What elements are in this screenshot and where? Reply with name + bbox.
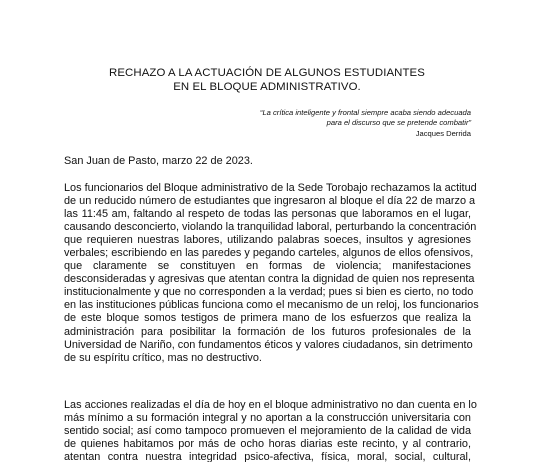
epigraph-line-1: “La crítica inteligente y frontal siempre acaba siendo adecuada: [259, 108, 471, 117]
paragraph-line: institucionalmente y que no corresponden a la verdad; pues si bien es cierto, no todo: [64, 286, 474, 299]
paragraph-line: Las acciones realizadas el día de hoy en el bloque administrativo no dan cuenta en lo: [64, 399, 477, 411]
paragraph-line: causando desconcierto, violando la tranquilidad laboral, perturbando la concentración: [64, 221, 477, 234]
title-line-2: EN EL BLOQUE ADMINISTRATIVO.: [173, 81, 361, 93]
paragraph-line: Universidad de Nariño, con fundamentos éticos y valores ciudadanos, sin detrimento: [64, 338, 473, 351]
document-title: [0, 66, 534, 94]
paragraph-line: que claramente se constituyen en formas de violencia; manifestaciones: [64, 260, 471, 273]
paragraph-line: desconsideradas y agresivas que atentan contra la dignidad de quien nos representa: [64, 273, 475, 286]
paragraph-line: más mínimo a su formación integral y no aportan a la construcción universitaria con: [64, 412, 471, 425]
paragraph-line: de este bloque somos testigos de primera mano de los esfuerzos que realiza la: [64, 312, 471, 325]
paragraph-line: atentan contra nuestra integridad psico-afectiva, física, moral, social, cultural,: [64, 451, 471, 462]
paragraph-2: [64, 399, 477, 462]
paragraph-line: administración para posibilitar la formación de los futuros profesionales de la: [64, 325, 471, 338]
paragraph-line: de un reducido número de estudiantes que ingresaron al bloque el día 22 de marzo a: [64, 195, 476, 208]
paragraph-line: de su espíritu crítico, mas no destructivo.: [64, 351, 262, 364]
paragraph-line: que requieren nuestras labores, utilizando palabras soeces, insultos y agresiones: [64, 234, 471, 247]
paragraph-line: sentido social; así como tampoco promueven el mejoramiento de la calidad de vida: [64, 425, 471, 438]
epigraph-line-2: para el discurso que se pretende combatir”: [326, 118, 471, 128]
date-line: San Juan de Pasto, marzo 22 de 2023.: [64, 155, 253, 167]
paragraph-line: las 11:45 am, faltando al respeto de todas las personas que laboramos en el lugar,: [64, 208, 471, 221]
paragraph-line: de quienes habitamos por más de ocho horas diarias este recinto, y al contrario,: [64, 438, 471, 451]
title-line-1: RECHAZO A LA ACTUACIÓN DE ALGUNOS ESTUDIANTES: [109, 67, 425, 79]
epigraph: [260, 108, 471, 139]
epigraph-author: Jacques Derrida: [415, 128, 471, 138]
paragraph-line: en las instituciones públicas funciona como el mecanismo de un reloj, los funcionarios: [64, 299, 479, 312]
paragraph-line: Los funcionarios del Bloque administrativo de la Sede Torobajo rechazamos la actitud: [64, 182, 477, 194]
paragraph-line: verbales; escribiendo en las paredes y pegando carteles, algunos de ellos ofensivos,: [64, 247, 474, 260]
paragraph-1: [64, 182, 479, 365]
